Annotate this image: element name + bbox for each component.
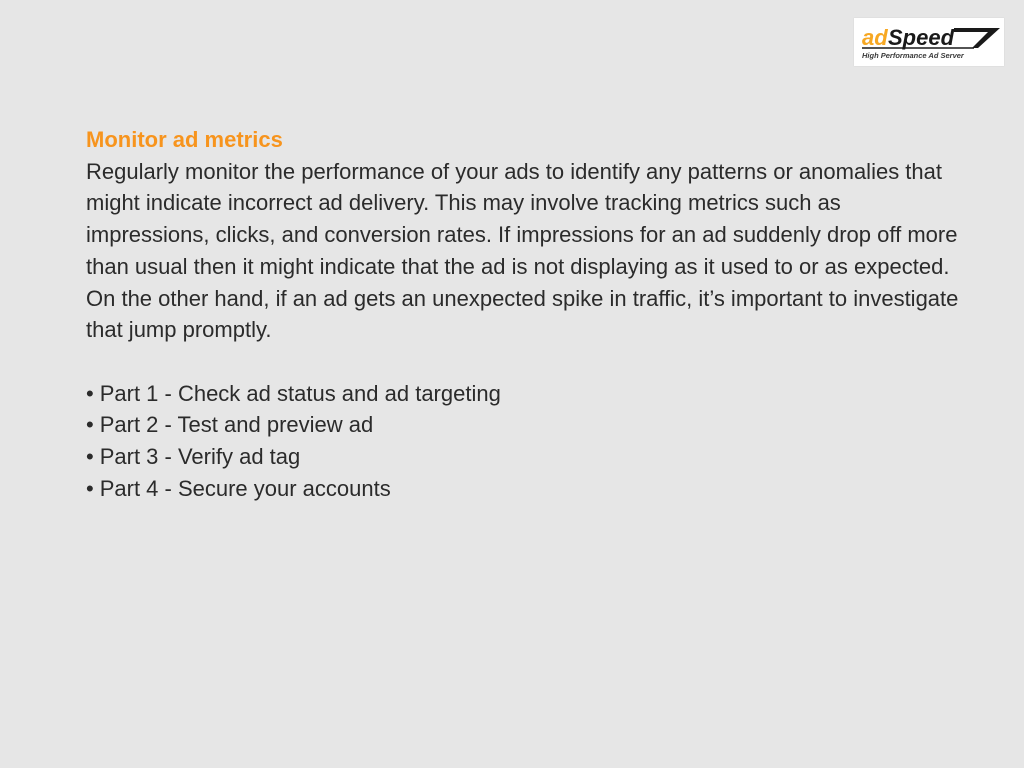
list-item (86, 378, 966, 410)
section-heading: Monitor ad metrics (86, 127, 283, 152)
bullet-icon: • (86, 444, 94, 470)
slide-content (86, 124, 966, 504)
bullet-icon: • (86, 475, 94, 501)
part-label: Part 3 - Verify ad tag (99, 444, 301, 470)
bullet-icon: • (86, 380, 94, 406)
bullet-icon: • (86, 412, 94, 438)
section-paragraph: Regularly monitor the performance of your ads to identify any patterns or anomalies that might indicate incorrect ad delivery. This may involve tracking metrics such as impressions, clicks, and conversion rates. If impressions for an ad suddenly drop off more than usual then it might indicate that the ad is not displaying as it used to or as expected. On the other hand, if an ad gets an unexpected spike in traffic, it’s important to investigate that jump promptly. (86, 158, 959, 343)
list-item (86, 409, 966, 441)
part-label: Part 2 - Test and preview ad (99, 412, 374, 438)
parts-list (86, 378, 966, 505)
logo-tagline: High Performance Ad Server (862, 51, 964, 60)
adspeed-logo (854, 18, 1004, 66)
part-label: Part 4 - Secure your accounts (99, 475, 391, 501)
part-label: Part 1 - Check ad status and ad targeting (99, 380, 501, 406)
spacer (86, 346, 966, 378)
svg-text:ad: ad (862, 25, 888, 50)
list-item (86, 473, 966, 505)
svg-text:Speed: Speed (888, 25, 955, 50)
list-item (86, 441, 966, 473)
